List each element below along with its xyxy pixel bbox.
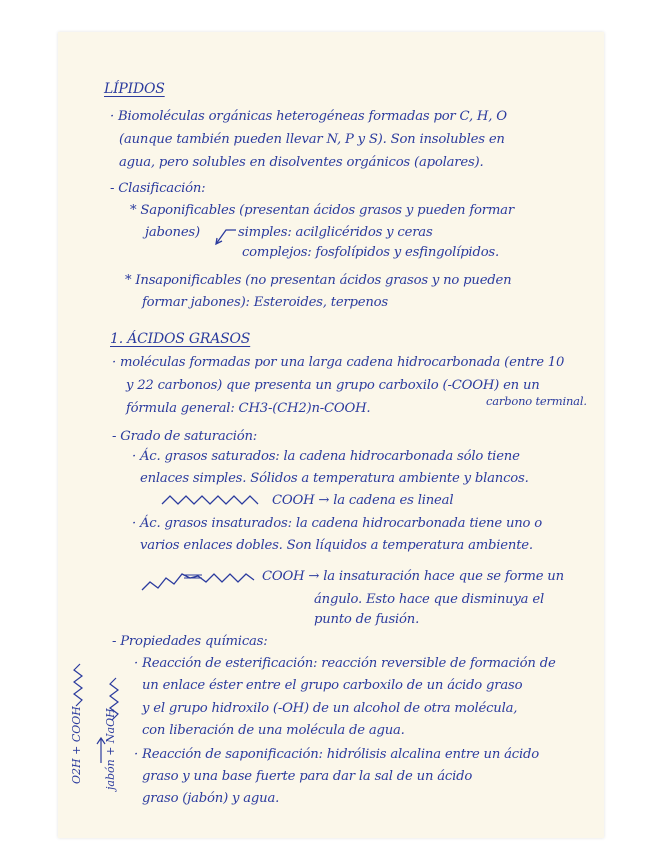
unsaturated-diagram-line-3: punto de fusión. <box>314 612 420 627</box>
unsaturated-diagram-line-2: ángulo. Esto hace que disminuya el <box>314 592 544 607</box>
margin-chain-icon <box>72 662 88 708</box>
insaponifiable-line-1: * Insaponificables (no presentan ácidos grasos y no pueden <box>125 273 512 288</box>
saturated-line-1: · Ác. grasos saturados: la cadena hidrocarbonada sólo tiene <box>132 449 520 464</box>
unsaturated-line-2: varios enlaces dobles. Son líquidos a temperatura ambiente. <box>140 538 533 553</box>
esterification-line-4: con liberación de una molécula de agua. <box>142 723 405 738</box>
saturated-diagram-label: COOH → la cadena es lineal <box>272 493 454 508</box>
saponification-line-2: graso y una base fuerte para dar la sal de un ácido <box>142 769 473 784</box>
saponifiable-line-1: * Saponificables (presentan ácidos grasos y pueden formar <box>130 203 514 218</box>
saturated-line-2: enlaces simples. Sólidos a temperatura ambiente y blancos. <box>140 471 529 486</box>
saturated-chain-icon <box>160 492 270 512</box>
margin-note-left: O2H + COOH <box>70 706 83 784</box>
esterification-line-1: · Reacción de esterificación: reacción reversible de formación de <box>134 656 556 671</box>
definition-line-1: · moléculas formadas por una larga cadena hidrocarbonada (entre 10 <box>112 355 565 370</box>
definition-line-2: y 22 carbonos) que presenta un grupo carboxilo (-COOH) en un <box>126 378 540 393</box>
intro-line-3: agua, pero solubles en disolventes orgánicos (apolares). <box>119 155 484 170</box>
margin-chain-icon-2 <box>108 676 124 722</box>
definition-note: carbono terminal. <box>486 394 587 408</box>
esterification-line-2: un enlace éster entre el grupo carboxilo de un ácido graso <box>142 678 523 693</box>
classification-heading: - Clasificación: <box>110 181 206 196</box>
esterification-line-3: y el grupo hidroxilo (-OH) de un alcohol de otra molécula, <box>142 701 518 716</box>
saponification-line-3: graso (jabón) y agua. <box>142 791 280 806</box>
unsaturated-chain-icon <box>140 566 264 596</box>
section-heading-fatty-acids: 1. ÁCIDOS GRASOS <box>110 331 251 347</box>
simple-lipids: simples: acilglicéridos y ceras <box>238 225 433 240</box>
page-title: LÍPIDOS <box>104 81 165 97</box>
insaponifiable-line-2: formar jabones): Esteroides, terpenos <box>142 295 388 310</box>
saponifiable-line-2: jabones) <box>145 225 200 240</box>
intro-line-2: (aunque también pueden llevar N, P y S). Son insolubles en <box>119 132 505 147</box>
saturation-heading: - Grado de saturación: <box>112 429 258 444</box>
complex-lipids: complejos: fosfolípidos y esfingolípidos. <box>242 245 499 260</box>
chemical-properties-heading: - Propiedades químicas: <box>112 634 268 649</box>
margin-note-right: jabón + NaOH <box>104 708 117 790</box>
intro-line-1: · Biomoléculas orgánicas heterogéneas formadas por C, H, O <box>110 109 507 124</box>
unsaturated-diagram-line-1: COOH → la insaturación hace que se forme un <box>262 569 564 584</box>
general-formula: fórmula general: CH3-(CH2)n-COOH. <box>126 401 371 416</box>
unsaturated-line-1: · Ác. grasos insaturados: la cadena hidrocarbonada tiene uno o <box>132 516 542 531</box>
saponification-line-1: · Reacción de saponificación: hidrólisis alcalina entre un ácido <box>134 747 539 762</box>
